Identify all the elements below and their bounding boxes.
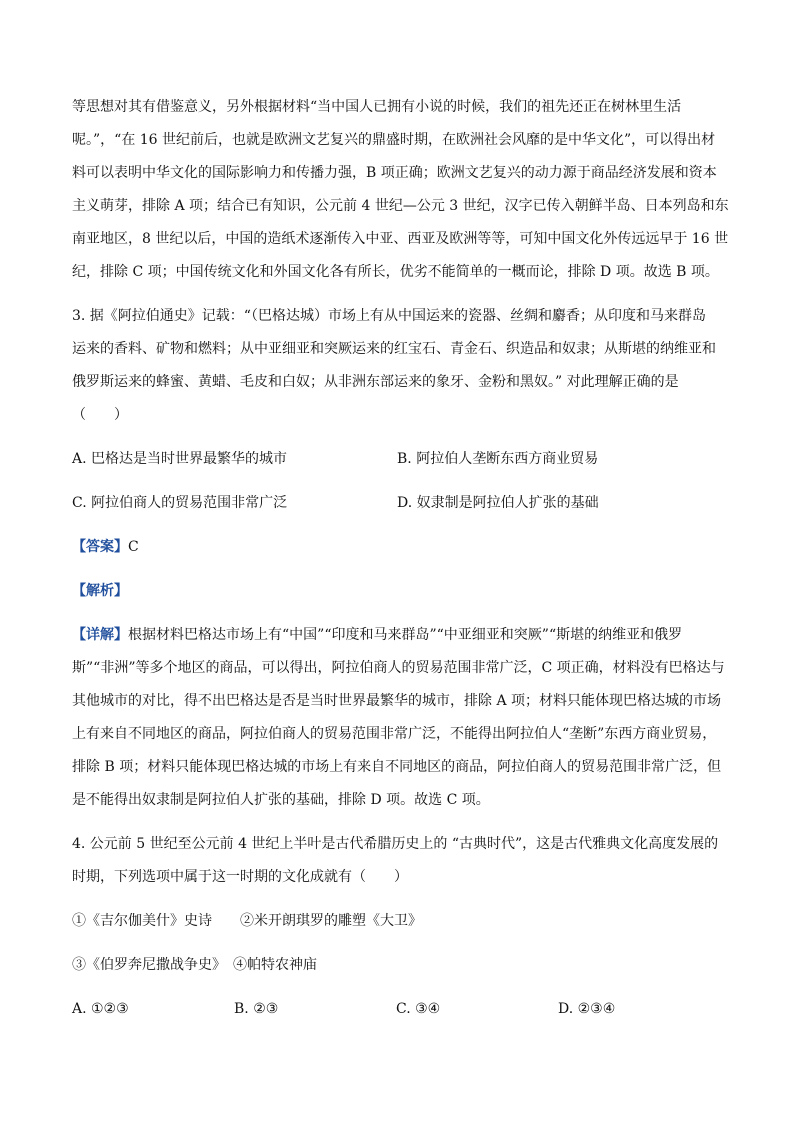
answer-tag: 【答案】 — [72, 539, 128, 555]
text-line: 南亚地区，8 世纪以后，中国的造纸术逐渐传入中亚、西亚及欧洲等等，可知中国文化外传远远早于 16 世 — [72, 231, 729, 247]
detail-line — [72, 624, 722, 646]
options-row — [72, 448, 722, 470]
question-stem-line: 3. 据《阿拉伯通史》记载：“（巴格达城）市场上有从中国运来的瓷器、丝绸和麝香；从印度和马来群岛 — [72, 308, 706, 324]
detail-line: 上有来自不同地区的商品，阿拉伯商人的贸易范围非常广泛，不能得出阿拉伯人“垄断”东西方商业贸易， — [72, 726, 717, 742]
options-row — [72, 492, 722, 514]
text-line: 主义萌芽，排除 A 项；结合已有知识，公元前 4 世纪—公元 3 世纪，汉字已传入朝鲜半岛、日本列岛和东 — [72, 198, 729, 214]
answer-value: C — [128, 539, 139, 555]
option-d: D. 奴隶制是阿拉伯人扩张的基础 — [397, 495, 599, 511]
option-c: C. 阿拉伯商人的贸易范围非常广泛 — [72, 495, 288, 511]
option-d: D. ②③④ — [558, 1001, 616, 1017]
item-list-line: ①《吉尔伽美什》史诗 ②米开朗琪罗的雕塑《大卫》 — [72, 913, 422, 929]
option-b: B. 阿拉伯人垄断东西方商业贸易 — [397, 451, 599, 467]
detail-tag: 【详解】 — [72, 627, 128, 643]
option-a: A. ①②③ — [72, 1001, 129, 1017]
text-line: 等思想对其有借鉴意义，另外根据材料“当中国人已拥有小说的时候，我们的祖先还正在树林里生活 — [72, 99, 682, 115]
detail-line: 斯”“非洲”等多个地区的商品，可以得出，阿拉伯商人的贸易范围非常广泛，C 项正确，材料没有巴格达与 — [72, 660, 725, 676]
question-3 — [72, 305, 725, 811]
question-4 — [72, 833, 722, 1020]
answer-line — [72, 536, 722, 558]
question-stem-line: 俄罗斯运来的蜂蜜、黄蜡、毛皮和白奴；从非洲东部运来的象牙、金粉和黑奴。” 对此理解正确的是 — [72, 374, 679, 390]
question-stem-line: 运来的香料、矿物和燃料；从中亚细亚和突厥运来的红宝石、青金石、织造品和奴隶；从斯堪的纳维亚和 — [72, 341, 716, 357]
detail-line: 是不能得出奴隶制是阿拉伯人扩张的基础，排除 D 项。故选 C 项。 — [72, 792, 490, 808]
item-list-line: ③《伯罗奔尼撒战争史》 ④帕特农神庙 — [72, 957, 317, 973]
option-a: A. 巴格达是当时世界最繁华的城市 — [72, 451, 288, 467]
text-line: 呢。”，“在 16 世纪前后，也就是欧洲文艺复兴的鼎盛时期，在欧洲社会风靡的是中华文化”，可以得出材 — [72, 132, 716, 148]
document-page — [72, 96, 729, 1020]
previous-answer-continuation — [72, 96, 729, 283]
text-line: 纪，排除 C 项；中国传统文化和外国文化各有所长，优劣不能简单的一概而论，排除 D 项。故选 B 项。 — [72, 264, 719, 280]
option-c: C. ③④ — [396, 1001, 441, 1017]
detail-line: 排除 B 项；材料只能体现巴格达城的市场上有来自不同地区的商品，阿拉伯商人的贸易范围非常广泛，但 — [72, 759, 722, 775]
question-stem-line: （ ） — [72, 407, 128, 423]
text-line: 料可以表明中华文化的国际影响力和传播力强，B 项正确；欧洲文艺复兴的动力源于商品经济发展和资本 — [72, 165, 717, 181]
analysis-tag: 【解析】 — [72, 583, 128, 599]
option-b: B. ②③ — [234, 1001, 279, 1017]
question-stem-line: 时期，下列选项中属于这一时期的文化成就有（ ） — [72, 869, 408, 885]
detail-line: 其他城市的对比，得不出巴格达是否是当时世界最繁华的城市，排除 A 项；材料只能体现巴格达城的市场 — [72, 693, 722, 709]
detail-text: 根据材料巴格达市场上有“中国”“印度和马来群岛”“中亚细亚和突厥”“斯堪的纳维亚和俄罗 — [128, 627, 683, 643]
analysis-line — [72, 580, 722, 602]
question-stem-line: 4. 公元前 5 世纪至公元前 4 世纪上半叶是古代希腊历史上的 “古典时代”，这是古代雅典文化高度发展的 — [72, 836, 719, 852]
options-row — [72, 998, 722, 1020]
